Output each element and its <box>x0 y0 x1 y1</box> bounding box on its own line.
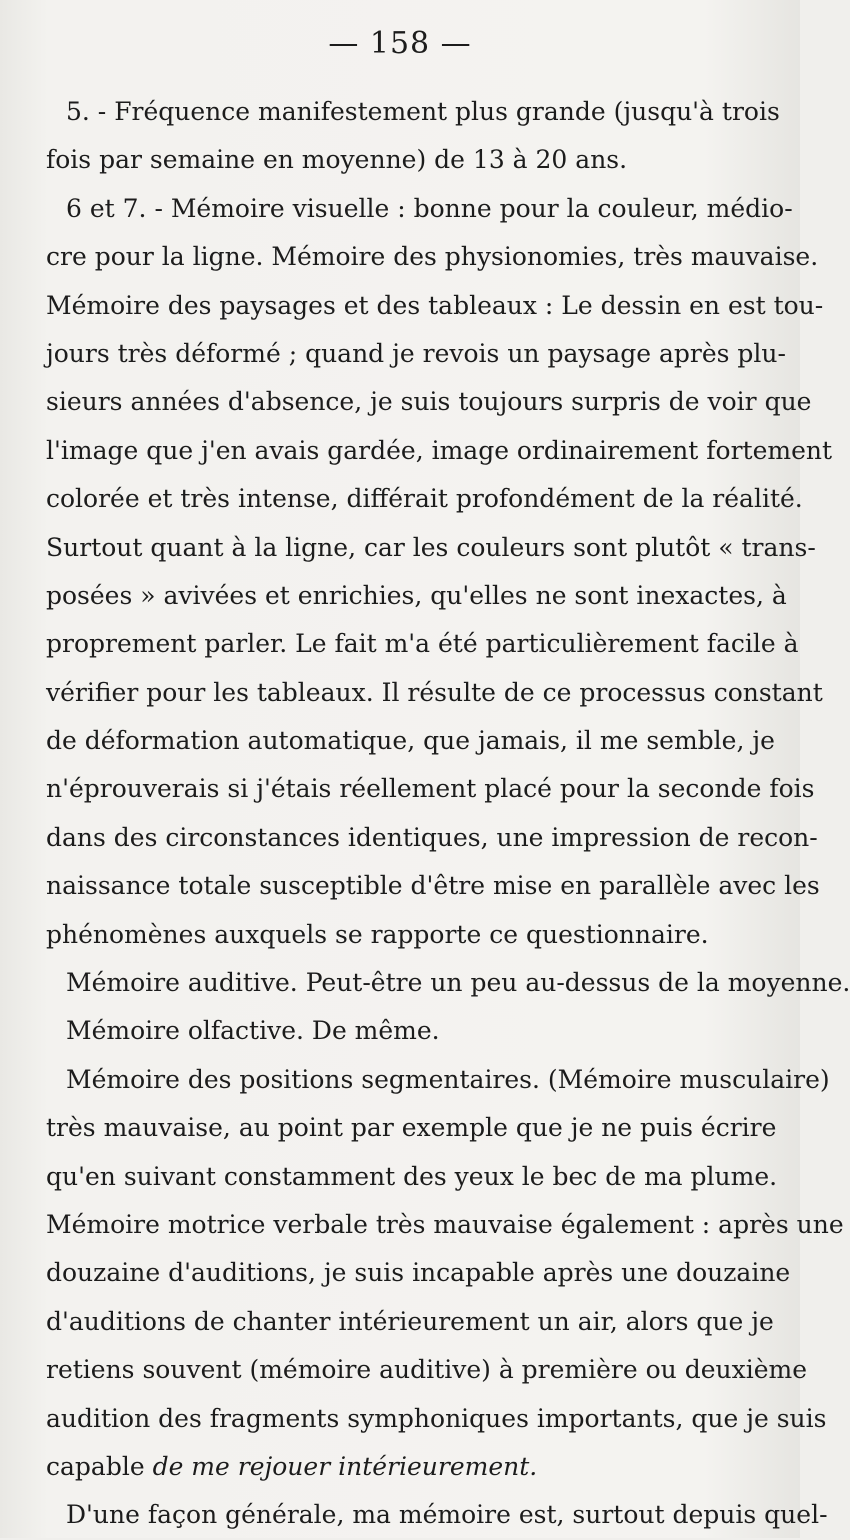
text-line <box>46 572 787 620</box>
text-line <box>46 911 752 959</box>
text-line-content: Surtout quant à la ligne, car les couleurs sont plutôt « trans- <box>46 532 816 562</box>
text-line-content: l'image que j'en avais gardée, image ordinairement fortement <box>46 435 833 465</box>
text-line <box>46 620 799 668</box>
text-line-content: audition des fragments symphoniques importants, que je suis <box>46 1403 827 1433</box>
text-line <box>46 1443 752 1491</box>
text-line <box>46 1346 807 1394</box>
text-line <box>46 717 775 765</box>
text-line <box>46 814 818 862</box>
text-line <box>46 427 833 475</box>
text-line-content: cre pour la ligne. Mémoire des physionomies, très mauvaise. <box>46 242 819 272</box>
text-line-content: posées » avivées et enrichies, qu'elles ne sont inexactes, à <box>46 580 787 610</box>
text-line-content: proprement parler. Le fait m'a été particulièrement facile à <box>46 629 799 659</box>
text-line <box>46 1201 844 1249</box>
text-line-content: Mémoire olfactive. De même. <box>66 1016 440 1046</box>
text-line-content: 6 et 7. - Mémoire visuelle : bonne pour la couleur, médio- <box>66 193 793 223</box>
text-line <box>46 1298 774 1346</box>
text-line-content: naissance totale susceptible d'être mise en parallèle avec les <box>46 871 820 901</box>
text-line <box>46 330 786 378</box>
text-line-content: jours très déformé ; quand je revois un paysage après plu- <box>46 338 786 368</box>
text-line <box>46 1056 830 1104</box>
body-text <box>46 88 850 1540</box>
text-line-content: D'une façon générale, ma mémoire est, surtout depuis quel- <box>66 1500 828 1530</box>
text-line <box>46 862 820 910</box>
page-number: — 158 — <box>328 26 472 61</box>
text-line <box>46 282 824 330</box>
text-line <box>46 378 812 426</box>
text-line-content: qu'en suivant constamment des yeux le bec de ma plume. <box>46 1161 778 1191</box>
text-line <box>46 136 752 184</box>
text-line <box>46 1249 791 1297</box>
text-line-content: d'auditions de chanter intérieurement un air, alors que je <box>46 1306 774 1336</box>
text-line-content: retiens souvent (mémoire auditive) à première ou deuxième <box>46 1355 807 1385</box>
text-line <box>46 524 816 572</box>
text-line <box>46 669 823 717</box>
text-line <box>46 1491 828 1539</box>
text-line-content: capable <box>46 1451 153 1481</box>
text-line-content: Mémoire auditive. Peut-être un peu au-dessus de la moyenne. <box>66 968 850 998</box>
text-line-content: Mémoire motrice verbale très mauvaise également : après une <box>46 1209 844 1239</box>
text-line-content: n'éprouverais si j'étais réellement placé pour la seconde fois <box>46 774 815 804</box>
text-line-content: très mauvaise, au point par exemple que je ne puis écrire <box>46 1113 777 1143</box>
text-line <box>46 1104 777 1152</box>
text-line <box>46 475 803 523</box>
text-line <box>46 185 793 233</box>
text-line-content: Mémoire des positions segmentaires. (Mémoire musculaire) <box>66 1064 830 1094</box>
text-line-content: phénomènes auxquels se rapporte ce questionnaire. <box>46 919 709 949</box>
text-line <box>46 1153 778 1201</box>
italic-text: de me rejouer intérieurement. <box>152 1451 538 1481</box>
text-line-content: colorée et très intense, différait profondément de la réalité. <box>46 484 803 514</box>
text-line <box>46 1007 752 1055</box>
text-line <box>46 765 815 813</box>
text-line <box>46 1395 827 1443</box>
text-line-content: douzaine d'auditions, je suis incapable après une douzaine <box>46 1258 791 1288</box>
text-line-content: dans des circonstances identiques, une impression de recon- <box>46 822 818 852</box>
text-line <box>46 959 850 1007</box>
text-line-content: fois par semaine en moyenne) de 13 à 20 ans. <box>46 145 628 175</box>
text-line <box>46 88 780 136</box>
text-line <box>46 233 819 281</box>
text-line-content: vérifier pour les tableaux. Il résulte de ce processus constant <box>46 677 823 707</box>
text-line-content: Mémoire des paysages et des tableaux : Le dessin en est tou- <box>46 290 824 320</box>
text-line-content: 5. - Fréquence manifestement plus grande (jusqu'à trois <box>66 97 780 126</box>
text-line-content: sieurs années d'absence, je suis toujours surpris de voir que <box>46 387 812 417</box>
text-line-content: de déformation automatique, que jamais, il me semble, je <box>46 726 775 756</box>
